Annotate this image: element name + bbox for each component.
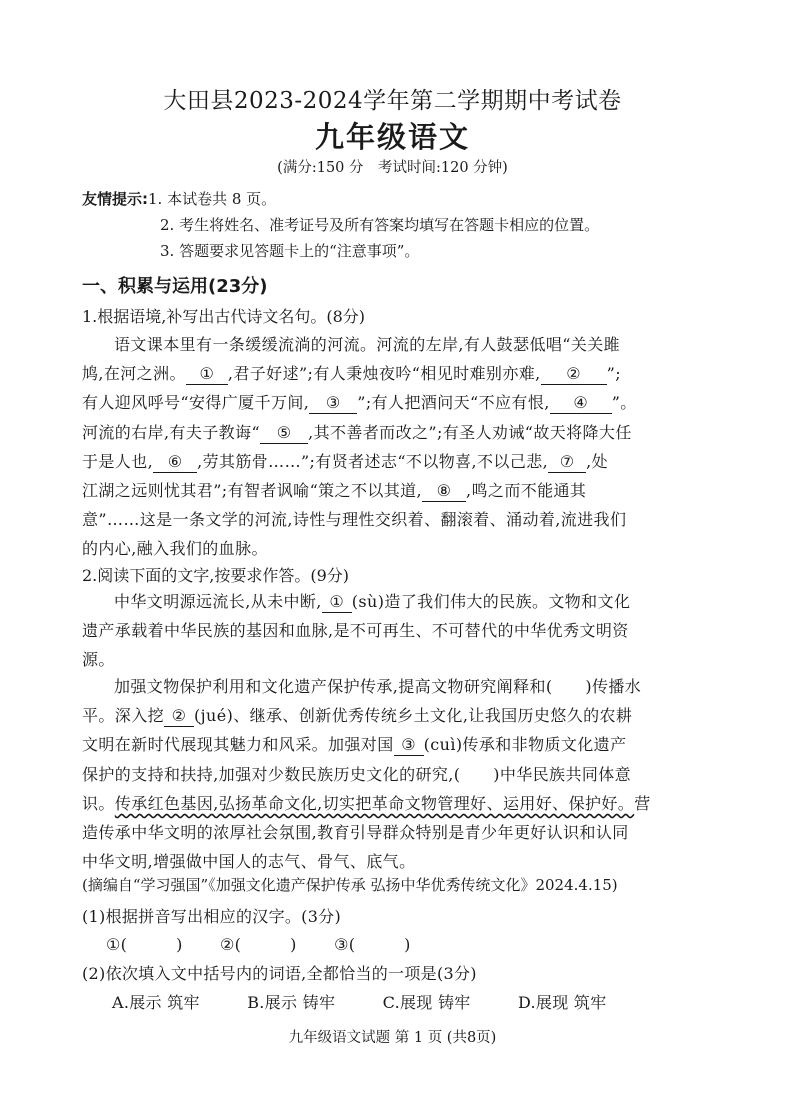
passage-text: ,君子好逑”;有人秉烛夜吟“相见时难别亦难, xyxy=(227,364,541,384)
answer-slot-3[interactable]: ③( ) xyxy=(334,935,411,954)
option-c[interactable]: C.展现 铸牢 xyxy=(382,993,471,1012)
tip-item: 1. 本试卷共 8 页。 xyxy=(148,190,277,208)
wavy-underlined-sentence: 传承红色基因,弘扬革命文化,切实把革命文物管理好、运用好、保护好。 xyxy=(114,793,635,813)
source-citation: (摘编自“学习强国”《加强文化遗产保护传承 弘扬中华优秀传统文化》2024.4.15) xyxy=(82,876,618,894)
passage-text: ,劳其筋骨……”;有贤者述志“不以物喜,不以己悲, xyxy=(197,451,549,471)
passage-text: 加强文物保护利用和文化遗产保护传承,提高文物研究阐释和( )传播水 xyxy=(114,677,642,696)
passage-text: 江湖之远则忧其君”;有智者讽喻“策之不以其道, xyxy=(82,481,423,501)
passage-text: ”;有人把酒问天“不应有恨, xyxy=(357,393,550,413)
tips-label: 友情提示: xyxy=(82,190,148,208)
fill-blank-8[interactable]: ⑧ xyxy=(422,481,466,502)
tip-item: 2. 考生将姓名、准考证号及所有答案均填写在答题卡相应的位置。 xyxy=(160,216,600,234)
tip-item: 3. 答题要求见答题卡上的“注意事项”。 xyxy=(160,242,420,260)
passage-text: ”; xyxy=(606,364,621,384)
question-2-prompt: 2.阅读下面的文字,按要求作答。(9分) xyxy=(82,566,350,585)
question-2-passage-1 xyxy=(82,587,688,675)
pinyin-blank-2[interactable]: ② xyxy=(164,706,194,727)
passage-text: 中华文明,增强做中国人的志气、骨气、底气。 xyxy=(82,852,416,872)
fill-blank-5[interactable]: ⑤ xyxy=(260,423,308,444)
friendly-tips xyxy=(82,186,599,264)
sub-question-1: (1)根据拼音写出相应的汉字。(3分) xyxy=(82,907,342,926)
passage-text: 营 xyxy=(634,793,651,813)
option-b[interactable]: B.展示 铸牢 xyxy=(247,993,336,1012)
option-d[interactable]: D.展现 筑牢 xyxy=(517,993,607,1012)
fill-blank-2[interactable]: ② xyxy=(541,364,607,385)
passage-text: (sù)造了我们伟大的民族。文物和文化 xyxy=(351,592,631,611)
fill-blank-4[interactable]: ④ xyxy=(550,393,612,414)
question-2-passage-2 xyxy=(82,672,688,876)
question-1-prompt: 1.根据语境,补写出古代诗文名句。(8分) xyxy=(82,307,366,326)
passage-text: 语文课本里有一条缓缓流淌的河流。河流的左岸,有人鼓瑟低唱“关关雎 xyxy=(114,335,621,354)
passage-text: ,处 xyxy=(586,451,608,471)
passage-text: (jué)、继承、创新优秀传统乡土文化,让我国历史悠久的农耕 xyxy=(194,706,633,726)
passage-text: 平。深入挖 xyxy=(82,706,165,726)
passage-text: (cuì)传承和非物质文化遗产 xyxy=(423,735,627,755)
passage-text: 意”……这是一条文学的河流,诗性与理性交织着、翻滚着、涌动着,流进我们 xyxy=(82,510,627,530)
pinyin-blank-1[interactable]: ① xyxy=(322,592,352,613)
passage-text: 识。 xyxy=(82,793,115,813)
fill-blank-3[interactable]: ③ xyxy=(309,393,357,414)
subject-title: 九年级语文 xyxy=(314,120,470,154)
passage-text: 于是人也, xyxy=(82,451,154,471)
choice-options xyxy=(112,990,649,1013)
passage-text: 造传承中华文明的浓厚社会氛围,教育引导群众特别是青少年更好认识和认同 xyxy=(82,823,629,843)
passage-text: 文明在新时代展现其魅力和风采。加强对国 xyxy=(82,735,394,755)
passage-text: 保护的支持和扶持,加强对少数民族历史文化的研究,( )中华民族共同体意 xyxy=(82,764,632,784)
fill-blank-7[interactable]: ⑦ xyxy=(548,452,586,473)
passage-text: ,鸣之而不能通其 xyxy=(466,481,587,501)
section-title: 一、积累与运用(23分) xyxy=(82,276,268,297)
exam-title: 大田县2023-2024学年第二学期期中考试卷 xyxy=(163,88,622,114)
passage-text: 中华文明源远流长,从未中断, xyxy=(114,592,322,611)
passage-text: 源。 xyxy=(82,650,115,670)
answer-slot-1[interactable]: ①( ) xyxy=(106,935,183,954)
passage-text: 鸠,在河之洲。 xyxy=(82,364,186,384)
passage-text: ,其不善者而改之”;有圣人劝诫“故天将降大任 xyxy=(308,422,632,442)
answer-slot-2[interactable]: ②( ) xyxy=(220,935,297,954)
passage-text: 有人迎风呼号“安得广厦千万间, xyxy=(82,393,310,413)
answer-slots xyxy=(106,932,443,955)
sub-question-2: (2)依次填入文中括号内的词语,全都恰当的一项是(3分) xyxy=(82,964,477,983)
page-footer: 九年级语文试题 第 1 页 (共8页) xyxy=(288,1030,497,1046)
question-1-passage xyxy=(82,330,688,564)
option-a[interactable]: A.展示 筑牢 xyxy=(112,993,200,1012)
passage-text: 河流的右岸,有夫子教诲“ xyxy=(82,422,261,442)
pinyin-blank-3[interactable]: ③ xyxy=(394,735,424,756)
exam-info: (满分:150 分 考试时间:120 分钟) xyxy=(277,160,508,176)
fill-blank-6[interactable]: ⑥ xyxy=(153,452,197,473)
passage-text: 的内心,融入我们的血脉。 xyxy=(82,539,268,559)
passage-text: ”。 xyxy=(611,393,637,413)
passage-text: 遗产承载着中华民族的基因和血脉,是不可再生、不可替代的中华优秀文明资 xyxy=(82,621,629,641)
fill-blank-1[interactable]: ① xyxy=(186,364,228,385)
